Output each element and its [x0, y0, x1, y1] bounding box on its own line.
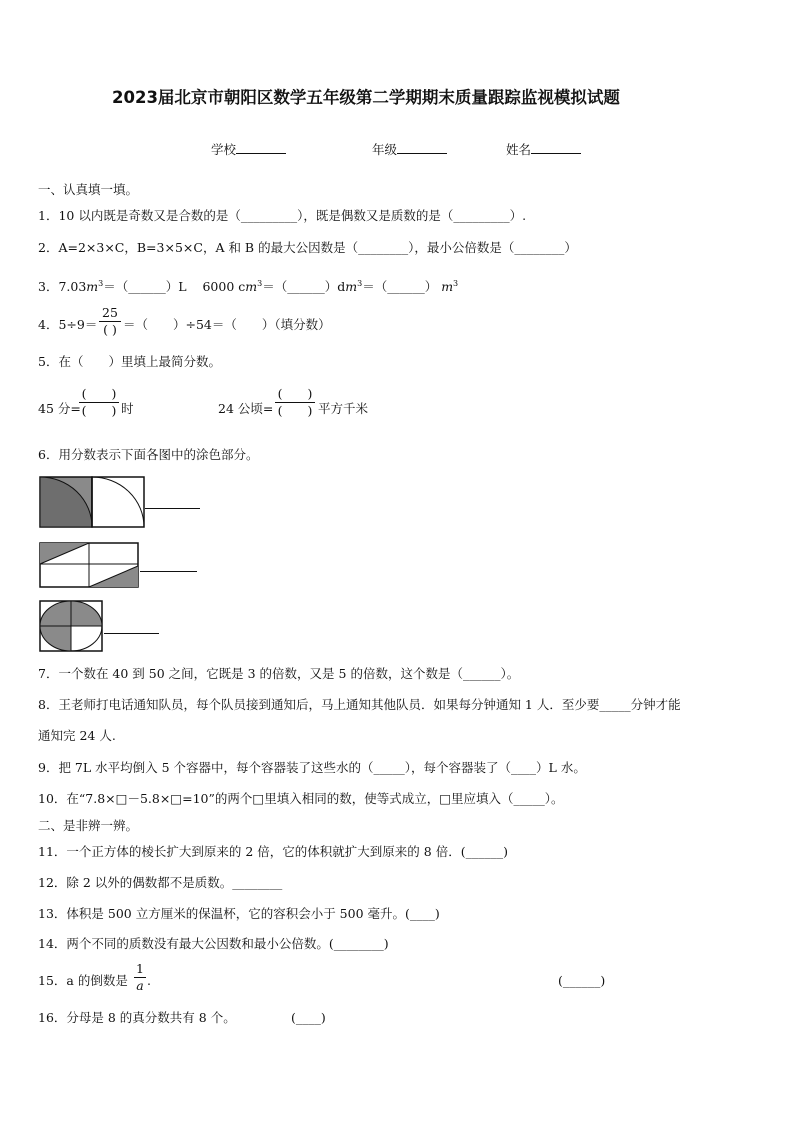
q3-sup: 3	[257, 279, 263, 288]
question-7: 7．一个数在 40 到 50 之间，它既是 3 的倍数，又是 5 的倍数，这个数是（______）。	[38, 666, 520, 681]
question-6: 6．用分数表示下面各图中的涂色部分。	[38, 447, 259, 462]
question-9: 9．把 7L 水平均倒入 5 个容器中，每个容器装了这些水的（_____），每个容器装了（____）L 水。	[38, 760, 586, 775]
q3-sup: 3	[453, 279, 459, 288]
q15-answer-blank[interactable]: (______)	[558, 973, 606, 988]
q15-numerator: 1	[136, 961, 144, 976]
name-blank[interactable]	[531, 141, 581, 154]
question-3	[38, 276, 458, 295]
q3-unit-m: m	[441, 279, 454, 295]
q3-prefix: 3．7.03	[38, 279, 87, 295]
question-8-line-2: 通知完 24 人.	[38, 728, 116, 743]
q5-b-prefix: 24 公顷=	[218, 401, 274, 416]
q3-sup: 3	[357, 279, 363, 288]
q6-answer-line-3[interactable]	[104, 633, 159, 634]
q5-a-denominator[interactable]: ( )	[81, 403, 117, 418]
section-one-heading: 一、认真填一填。	[38, 182, 139, 197]
q6-answer-line-2[interactable]	[140, 571, 197, 572]
question-15-prefix: 15．a 的倒数是	[38, 973, 128, 988]
question-13: 13．体积是 500 立方厘米的保温杯，它的容积会小于 500 毫升。(____)	[38, 906, 440, 921]
section-two-heading: 二、是非辨一辨。	[38, 818, 139, 833]
q3-part-a: ＝（______）L	[103, 279, 187, 295]
q5-a-prefix: 45 分=	[38, 401, 81, 416]
page-title: 2023届北京市朝阳区数学五年级第二学期期末质量跟踪监视模拟试题	[112, 88, 620, 107]
grade-field[interactable]	[372, 141, 447, 158]
q15-denominator: a	[136, 978, 144, 993]
question-16: 16．分母是 8 的真分数共有 8 个。	[38, 1010, 236, 1025]
q4-denominator: ( )	[103, 322, 117, 337]
q3-part-d: ＝（______）	[362, 279, 438, 295]
question-5: 5．在（ ）里填上最简分数。	[38, 354, 221, 369]
name-label: 姓名	[506, 142, 532, 157]
q5-b-numerator[interactable]: ( )	[277, 386, 313, 401]
question-10: 10．在“7.8×□－5.8×□=10”的两个□里填入相同的数，使等式成立，□里应填入（_____）。	[38, 791, 564, 806]
name-field[interactable]	[506, 141, 581, 158]
q6-figure-2	[39, 542, 139, 588]
question-4-suffix: ＝（ ）÷54＝（ ）（填分数）	[123, 317, 331, 332]
grade-label: 年级	[372, 142, 398, 157]
question-8-line-1: 8．王老师打电话通知队员，每个队员接到通知后，马上通知其他队员．如果每分钟通知 1 人．至少要_____分钟才能	[38, 697, 681, 712]
q6-figure-1	[39, 476, 145, 528]
q6-figure-3	[39, 600, 103, 652]
q3-part-c: ＝（______）d	[262, 279, 346, 295]
question-1: 1．10 以内既是奇数又是合数的是（_________），既是偶数又是质数的是（_________）.	[38, 208, 527, 223]
school-blank[interactable]	[236, 141, 286, 154]
q3-unit-m: m	[345, 279, 358, 295]
grade-blank[interactable]	[397, 141, 447, 154]
q5-a-numerator[interactable]: ( )	[81, 386, 117, 401]
question-2: 2．A=2×3×C，B=3×5×C，A 和 B 的最大公因数是（________），最小公倍数是（________）	[38, 240, 577, 255]
question-4-prefix: 4．5÷9＝	[38, 317, 98, 332]
q5-b-fraction[interactable]	[275, 387, 315, 418]
q6-answer-line-1[interactable]	[145, 508, 200, 509]
q15-suffix: .	[147, 973, 151, 988]
school-field[interactable]	[211, 141, 286, 158]
school-label: 学校	[211, 142, 237, 157]
question-12: 12．除 2 以外的偶数都不是质数。________	[38, 875, 283, 890]
q4-fraction	[99, 306, 121, 337]
q4-numerator: 25	[102, 305, 118, 320]
question-14: 14．两个不同的质数没有最大公因数和最小公倍数。(________)	[38, 936, 389, 951]
q5-a-suffix: 时	[121, 401, 134, 416]
q3-unit-m: m	[86, 279, 99, 295]
q3-sup: 3	[98, 279, 104, 288]
q5-b-suffix: 平方千米	[318, 401, 369, 416]
q3-part-b: 6000 c	[202, 279, 246, 295]
question-11: 11．一个正方体的棱长扩大到原来的 2 倍，它的体积就扩大到原来的 8 倍．(______)	[38, 844, 508, 859]
q5-a-fraction[interactable]	[79, 387, 119, 418]
q15-fraction	[134, 962, 146, 993]
q16-answer-blank[interactable]: (____)	[291, 1010, 326, 1025]
q3-unit-m: m	[245, 279, 258, 295]
q5-b-denominator[interactable]: ( )	[277, 403, 313, 418]
